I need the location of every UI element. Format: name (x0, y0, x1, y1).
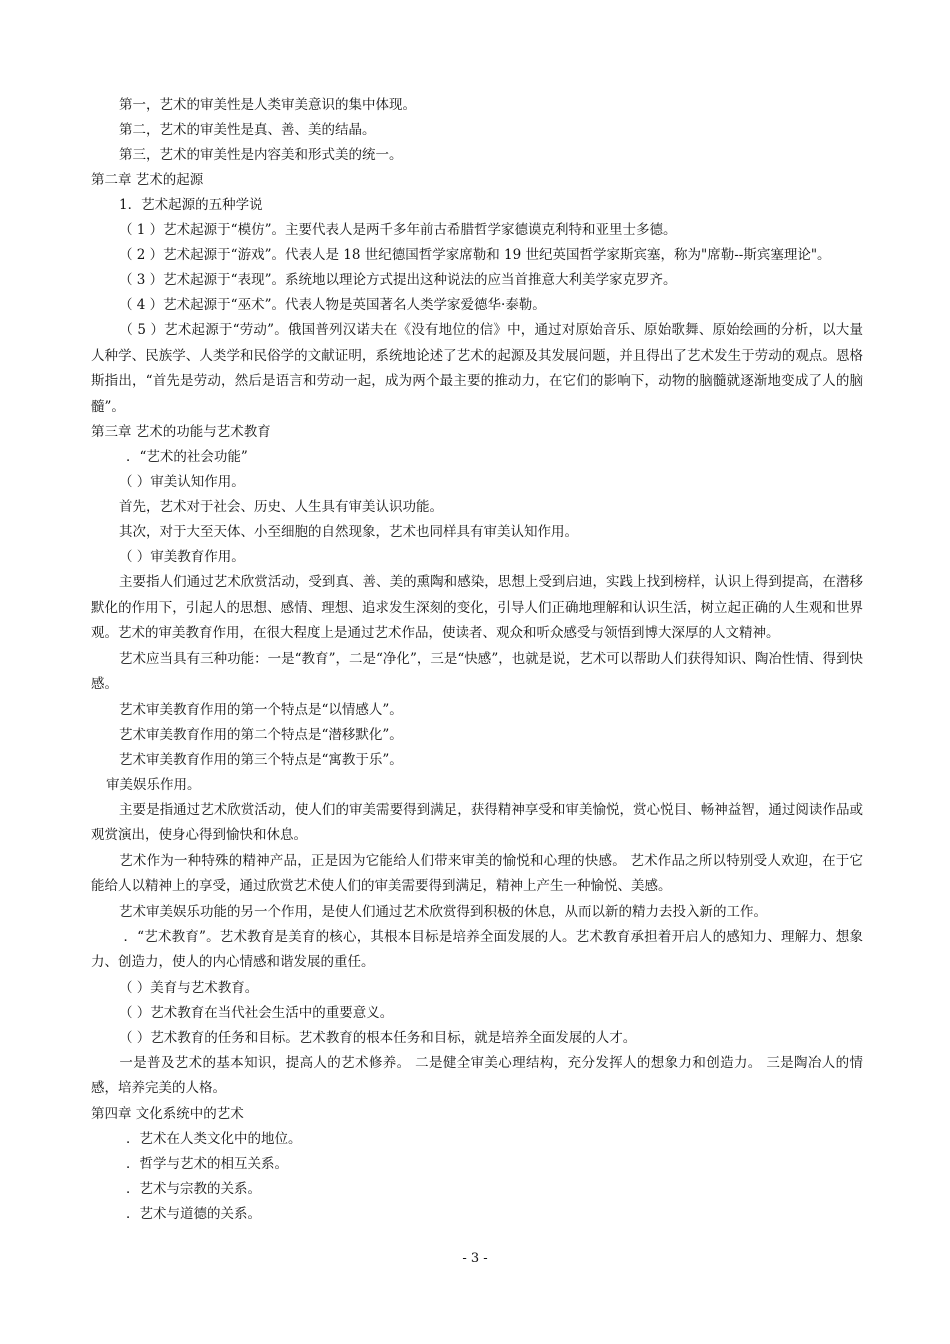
text-line: 1．艺术起源的五种学说 (119, 197, 263, 213)
text-line: 第一，艺术的审美性是人类审美意识的集中体现。 (119, 97, 416, 113)
text-line: （ ）艺术教育的任务和目标。艺术教育的根本任务和目标，就是培养全面发展的人才。 (119, 1029, 637, 1046)
text-line: 艺术审美教育作用的第二个特点是“潜移默化”。 (119, 726, 403, 743)
chapter-heading: 第三章 艺术的功能与艺术教育 (91, 424, 271, 440)
text-line: （ 1 ）艺术起源于“模仿”。主要代表人是两千多年前古希腊哲学家德谟克利特和亚里士多德。 (119, 222, 677, 238)
text-line: 审美娱乐作用。 (106, 776, 201, 793)
text-line: ．哲学与艺术的相互关系。 (126, 1155, 288, 1172)
text-line: （ 3 ）艺术起源于“表现”。系统地以理论方式提出这种说法的应当首推意大利美学家克罗齐。 (119, 272, 677, 288)
text-line: （ ）美育与艺术教育。 (119, 979, 259, 996)
text-line: 主要指人们通过艺术欣赏活动，受到真、善、美的熏陶和感染，思想上受到启迪，实践上找到榜样，认识上得到提高，在潜移默化的作用下，引起人的思想、感情、理想、追求发生深刻的变化，引导人们正确地理解和认识生活，树立起正确的人生观和世界观。艺术的审美教育作用，在很大程度上是通过艺术作品，使读者、观众和听众感受与领悟到博大深厚的人文精神。 (91, 574, 863, 641)
text-line: 第三，艺术的审美性是内容美和形式美的统一。 (119, 147, 403, 163)
text-line: ．艺术在人类文化中的地位。 (126, 1130, 302, 1147)
text-line: （ 5 ）艺术起源于“劳动”。俄国普列汉诺夫在《没有地位的信》中，通过对原始音乐、原始歌舞、原始绘画的分析，以大量人种学、民族学、人类学和民俗学的文献证明，系统地论述了艺术的起源及其发展问题，并且得出了艺术发生于劳动的观点。恩格斯指出，“首先是劳动，然后是语言和劳动一起，成为两个最主要的推动力，在它们的影响下，动物的脑髓就逐渐地变成了人的脑髓”。 (91, 322, 863, 415)
text-line: 主要是指通过艺术欣赏活动，使人们的审美需要得到满足，获得精神享受和审美愉悦，赏心悦目、畅神益智，通过阅读作品或观赏演出，使身心得到愉快和休息。 (91, 801, 863, 843)
text-line: （ 2 ）艺术起源于“游戏”。代表人是 18 世纪德国哲学家席勒和 19 世纪英国哲学家斯宾塞，称为"席勒--斯宾塞理论"。 (119, 247, 831, 263)
text-line: ．“艺术教育”。艺术教育是美育的核心，其根本目标是培养全面发展的人。艺术教育承担着开启人的感知力、理解力、想象力、创造力，使人的内心情感和谐发展的重任。 (91, 928, 863, 970)
text-line: 首先，艺术对于社会、历史、人生具有审美认识功能。 (119, 499, 443, 515)
text-line: 艺术作为一种特殊的精神产品，正是因为它能给人们带来审美的愉悦和心理的快感。 艺术作品之所以特别受人欢迎，在于它能给人以精神上的享受，通过欣赏艺术使人们的审美需要得到满足，精神上产生一种愉悦、美感。 (91, 852, 863, 894)
page-number: - 3 - (462, 1251, 488, 1266)
text-line: （ 4 ）艺术起源于“巫术”。代表人物是英国著名人类学家爱德华·泰勒。 (119, 297, 546, 313)
text-line: ．艺术与宗教的关系。 (126, 1180, 261, 1197)
text-line: 一是普及艺术的基本知识，提高人的艺术修养。 二是健全审美心理结构，充分发挥人的想象力和创造力。 三是陶冶人的情感，培养完美的人格。 (91, 1054, 863, 1096)
text-line: （ ）审美教育作用。 (119, 549, 245, 565)
text-line: 艺术审美教育作用的第一个特点是“以情感人”。 (119, 701, 403, 718)
text-line: 其次，对于大至天体、小至细胞的自然现象，艺术也同样具有审美认知作用。 (119, 524, 578, 540)
text-line: 艺术审美教育作用的第三个特点是“寓教于乐”。 (119, 751, 403, 768)
text-line: （ ）审美认知作用。 (119, 474, 245, 490)
text-line: ．艺术与道德的关系。 (126, 1205, 261, 1222)
chapter-heading: 第四章 文化系统中的艺术 (91, 1105, 244, 1122)
document-body (91, 93, 863, 1227)
text-line: （ ）艺术教育在当代社会生活中的重要意义。 (119, 1004, 394, 1021)
chapter-heading: 第二章 艺术的起源 (91, 172, 204, 188)
text-line: 艺术应当具有三种功能：一是“教育”，二是“净化”，三是“快感”，也就是说，艺术可以帮助人们获得知识、陶冶性情、得到快感。 (91, 650, 863, 692)
text-line: ．“艺术的社会功能” (126, 449, 248, 465)
text-line: 艺术审美娱乐功能的另一个作用，是使人们通过艺术欣赏得到积极的休息，从而以新的精力去投入新的工作。 (119, 903, 767, 920)
text-line: 第二，艺术的审美性是真、善、美的结晶。 (119, 122, 376, 138)
